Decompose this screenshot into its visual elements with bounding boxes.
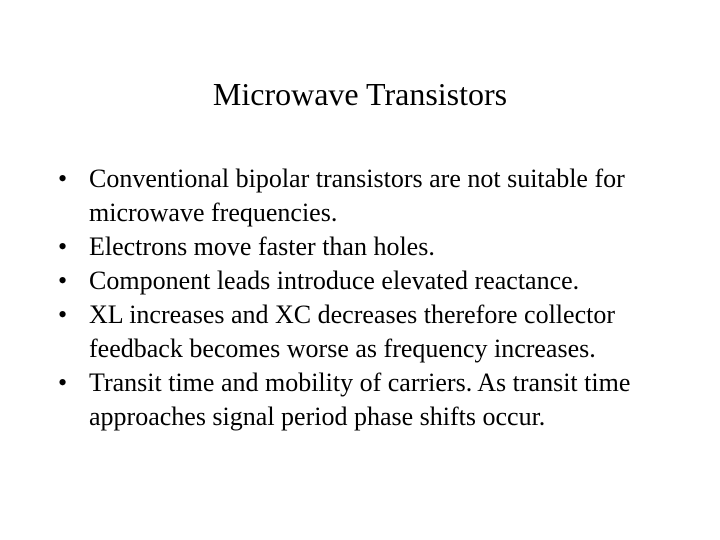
bullet-icon: • [58,164,68,193]
bullet-item [58,230,678,264]
bullet-icon: • [58,368,68,397]
bullet-text: Conventional bipolar transistors are not suitable for microwave frequencies. [89,164,625,227]
bullet-item [58,162,678,230]
bullet-text: XL increases and XC decreases therefore collector feedback becomes worse as frequency increases. [89,300,615,363]
bullet-text: Transit time and mobility of carriers. As transit time approaches signal period phase shifts occur. [89,368,631,431]
bullet-item [58,264,678,298]
bullet-text: Electrons move faster than holes. [89,232,435,261]
bullet-item [58,366,678,434]
slide-title: Microwave Transistors [212,76,508,112]
bullet-list [58,162,678,434]
bullet-icon: • [58,266,68,295]
bullet-icon: • [58,232,68,261]
bullet-text: Component leads introduce elevated reactance. [89,266,580,295]
bullet-icon: • [58,300,68,329]
bullet-item [58,298,678,366]
